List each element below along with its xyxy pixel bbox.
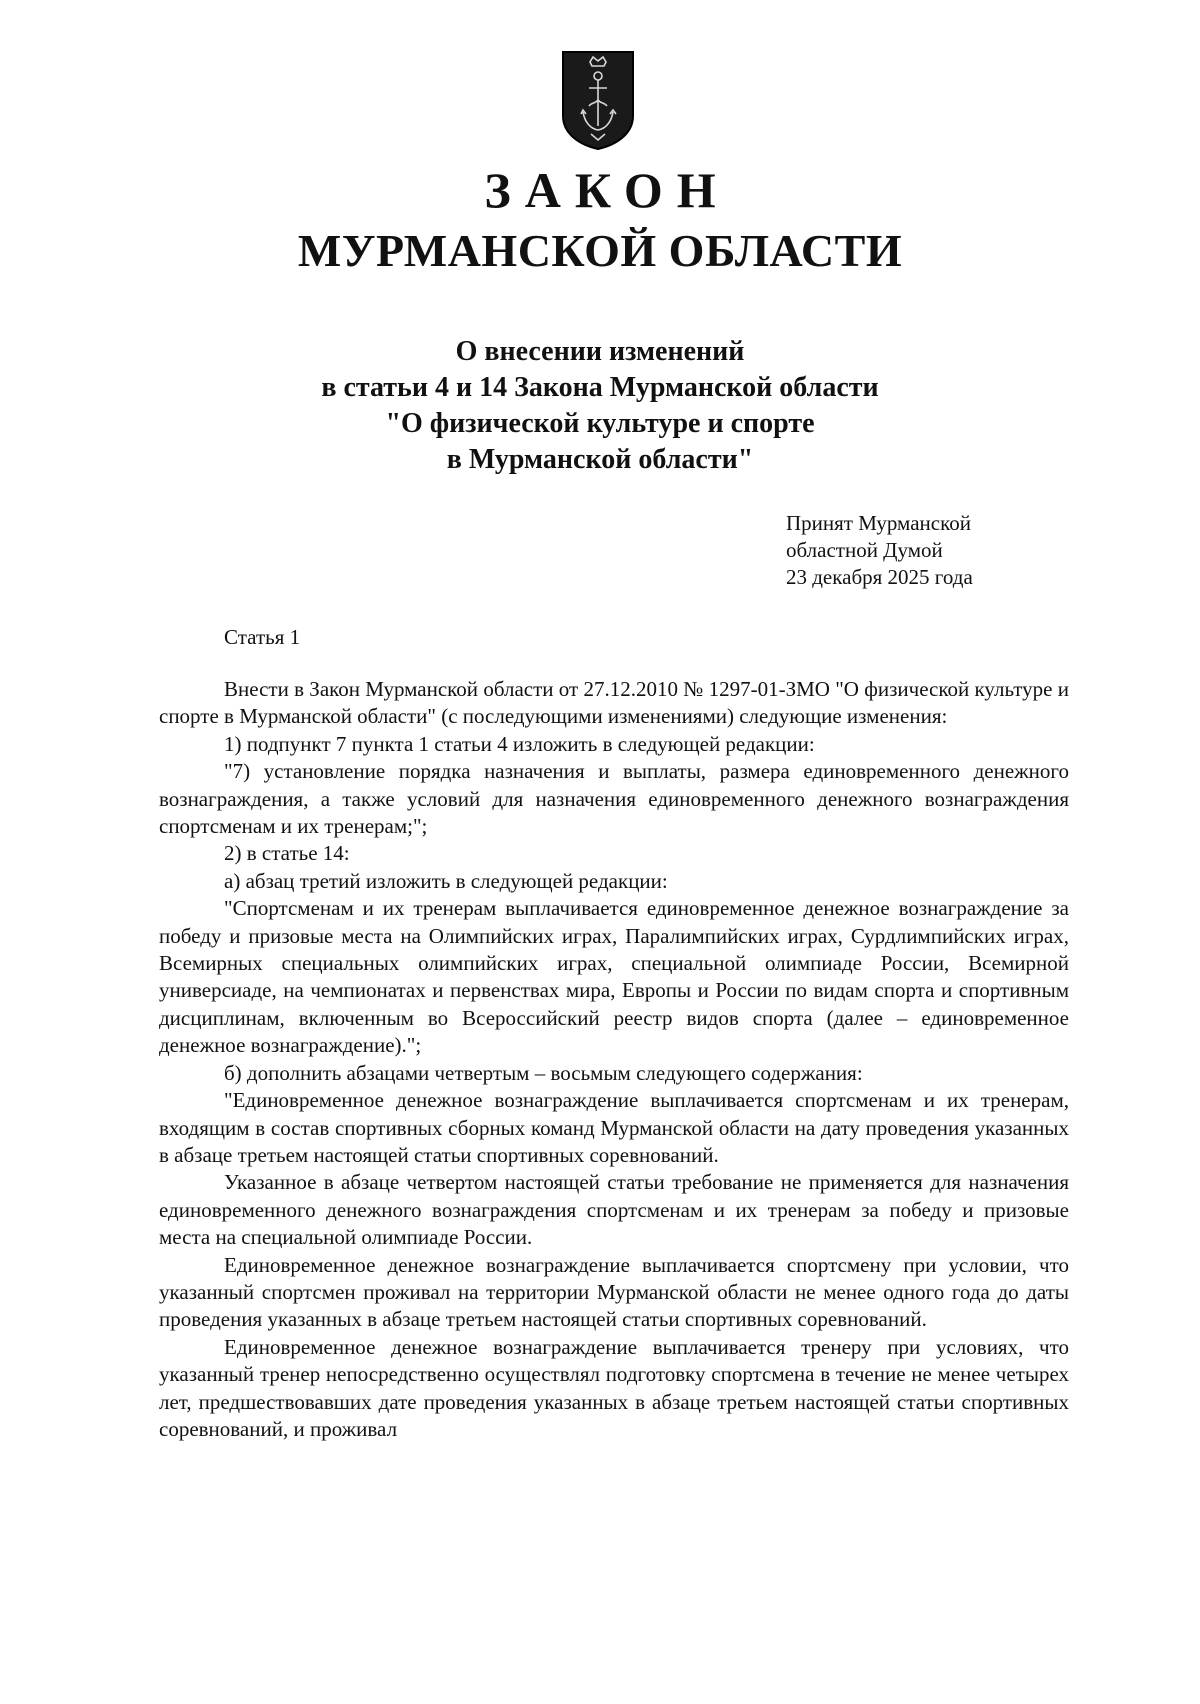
paragraph: Указанное в абзаце четвертом настоящей статьи требование не применяется для назначения единовременного денежного вознаграждения спортсменам и их тренерам за победу и призовые места на специальной олимпиаде России. — [159, 1170, 1069, 1250]
adoption-line: областной Думой — [786, 538, 943, 562]
paragraph: "7) установление порядка назначения и выплаты, размера единовременного денежного вознаграждения, а также условий для назначения единовременного денежного вознаграждения спортсменам и их тренерам;"; — [159, 759, 1069, 839]
adoption-line: Принят Мурманской — [786, 511, 971, 535]
paragraph: Внести в Закон Мурманской области от 27.12.2010 № 1297-01-ЗМО "О физической культуре и спорте в Мурманской области" (с последующими изменениями) следующие изменения: — [159, 677, 1069, 729]
subtitle-line: в Мурманской области" — [446, 444, 754, 475]
article-body — [159, 676, 1069, 1443]
subtitle-line: О внесении изменений — [455, 336, 745, 367]
paragraph: б) дополнить абзацами четвертым – восьмым следующего содержания: — [224, 1060, 863, 1085]
paragraph: "Спортсменам и их тренерам выплачивается единовременное денежное вознаграждение за победу и призовые места на Олимпийских играх, Паралимпийских играх, Сурдлимпийских играх, Всемирных специальных олимпийских играх, специальной олимпиаде России, Всемирной универсиаде, на чемпионатах и первенствах мира, Европы и России по видам спорта и спортивным дисциплинам, включенным во Всероссийский реестр видов спорта (далее – единовременное денежное вознаграждение)."; — [159, 896, 1069, 1058]
adoption-date: 23 декабря 2025 года — [786, 565, 973, 589]
law-subtitle — [0, 334, 1200, 478]
adoption-note — [786, 510, 973, 591]
law-title: ЗАКОН — [484, 162, 730, 218]
subtitle-line: "О физической культуре и спорте — [385, 408, 815, 439]
paragraph: 2) в статье 14: — [224, 841, 350, 866]
region-title: МУРМАНСКОЙ ОБЛАСТИ — [297, 225, 903, 276]
paragraph: 1) подпункт 7 пункта 1 статьи 4 изложить в следующей редакции: — [224, 731, 815, 756]
paragraph: Единовременное денежное вознаграждение выплачивается спортсмену при условии, что указанный спортсмен проживал на территории Мурманской области не менее одного года до даты проведения указанных в абзаце третьем настоящей статьи спортивных соревнований. — [159, 1252, 1069, 1332]
paragraph: Единовременное денежное вознаграждение выплачивается тренеру при условиях, что указанный тренер непосредственно осуществлял подготовку спортсмена в течение не менее четырех лет, предшествовавших дате проведения указанных в абзаце третьем настоящей статьи спортивных соревнований, и проживал — [159, 1334, 1069, 1441]
coat-of-arms-icon — [561, 50, 635, 151]
paragraph: "Единовременное денежное вознаграждение выплачивается спортсменам и их тренерам, входящим в состав спортивных сборных команд Мурманской области на дату проведения указанных в абзаце третьем настоящей статьи спортивных соревнований. — [159, 1088, 1069, 1167]
paragraph: а) абзац третий изложить в следующей редакции: — [224, 868, 668, 893]
subtitle-line: в статьи 4 и 14 Закона Мурманской области — [321, 372, 879, 403]
article-label: Статья 1 — [224, 625, 301, 649]
